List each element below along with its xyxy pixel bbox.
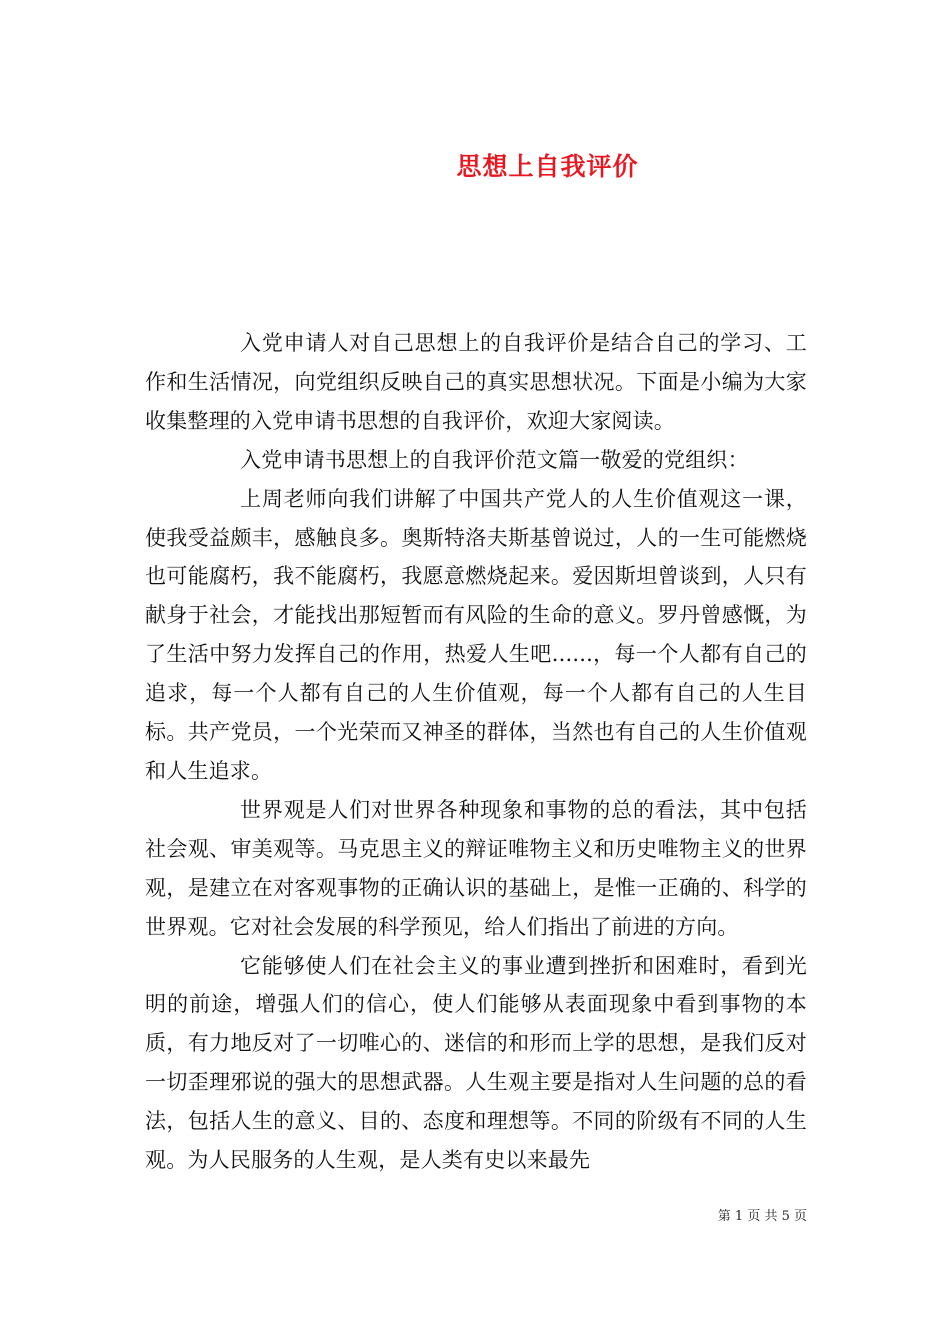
paragraph-values: 上周老师向我们讲解了中国共产党人的人生价值观这一课，使我受益颇丰，感触良多。奥斯特洛夫斯基曾说过，人的一生可能燃烧也可能腐朽，我不能腐朽，我愿意燃烧起来。爱因斯坦曾谈到，人只有献身于社会，才能找出那短暂而有风险的生命的意义。罗丹曾感慨，为了生活中努力发挥自己的作用，热爱人生吧......，每一个人都有自己的追求，每一个人都有自己的人生价值观，每一个人都有自己的人生目标。共产党员，一个光荣而又神圣的群体，当然也有自己的人生价值观和人生追求。 [145, 486, 807, 783]
document-title: 思想上自我评价 [456, 151, 639, 181]
paragraph-outlook: 它能够使人们在社会主义的事业遭到挫折和困难时，看到光明的前途，增强人们的信心，使人们能够从表面现象中看到事物的本质，有力地反对了一切唯心的、迷信的和形而上学的思想，是我们反对一切歪理邪说的强大的思想武器。人生观主要是指对人生问题的总的看法，包括人生的意义、目的、态度和理想等。不同的阶级有不同的人生观。为人民服务的人生观，是人类有史以来最先 [145, 953, 807, 1173]
page-number-footer: 第 1 页 共 5 页 [717, 1209, 807, 1224]
paragraph-worldview: 世界观是人们对世界各种现象和事物的总的看法，其中包括社会观、审美观等。马克思主义的辩证唯物主义和历史唯物主义的世界观，是建立在对客观事物的正确认识的基础上，是惟一正确的、科学的世界观。它对社会发展的科学预见，给人们指出了前进的方向。 [145, 797, 807, 939]
paragraph-intro: 入党申请人对自己思想上的自我评价是结合自己的学习、工作和生活情况，向党组织反映自己的真实思想状况。下面是小编为大家收集整理的入党申请书思想的自我评价，欢迎大家阅读。 [145, 331, 807, 433]
document-body [145, 324, 807, 1180]
paragraph-salutation: 入党申请书思想上的自我评价范文篇一敬爱的党组织： [240, 447, 749, 472]
